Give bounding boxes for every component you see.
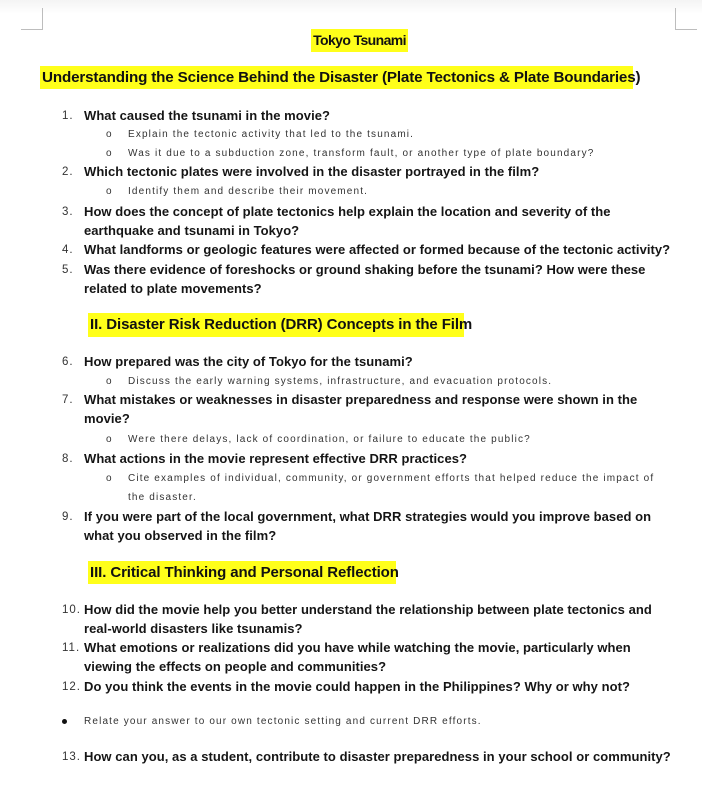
circle-bullet-icon: o (106, 376, 113, 387)
page-top-shadow (0, 0, 702, 14)
sub-point: o Explain the tectonic activity that led to the tsunami. (106, 125, 668, 144)
circle-bullet-icon: o (106, 129, 113, 140)
question-6: 6. How prepared was the city of Tokyo for the tsunami? (62, 354, 413, 369)
question-4: 4. What landforms or geologic features were affected or formed because of the tectonic activity? (62, 242, 671, 257)
sub-point: o Cite examples of individual, community, or government efforts that helped reduce the impact of the disaster. (106, 469, 658, 507)
bullet-dot-icon (62, 719, 67, 724)
question-7: 7. What mistakes or weaknesses in disaster preparedness and response were shown in the movie? (62, 392, 638, 426)
sub-point: o Identify them and describe their movement. (106, 182, 668, 201)
sub-point: o Discuss the early warning systems, infrastructure, and evacuation protocols. (106, 372, 668, 391)
question-10: 10. How did the movie help you better understand the relationship between plate tectonics and real-world disasters like tsunamis? (62, 602, 652, 636)
section-3-heading: III. Critical Thinking and Personal Reflection (88, 561, 396, 584)
question-1 (62, 107, 684, 126)
margin-corner-mark-left (21, 8, 43, 30)
circle-bullet-icon: o (106, 434, 113, 445)
question-3: 3. How does the concept of plate tectonics help explain the location and severity of the earthquake and tsunami in Tokyo? (62, 204, 611, 238)
section-2-heading: II. Disaster Risk Reduction (DRR) Concepts in the Film (88, 313, 464, 337)
question-13: 13. How can you, as a student, contribute to disaster preparedness in your school or community? (62, 749, 671, 764)
bullet-note: Relate your answer to our own tectonic setting and current DRR efforts. (62, 712, 482, 731)
margin-corner-mark-right (675, 8, 697, 30)
question-5: 5. Was there evidence of foreshocks or ground shaking before the tsunami? How were these related to plate movements? (62, 262, 646, 296)
sub-point: o Were there delays, lack of coordination, or failure to educate the public? (106, 430, 668, 449)
question-12: 12. Do you think the events in the movie could happen in the Philippines? Why or why not? (62, 679, 630, 694)
circle-bullet-icon: o (106, 473, 113, 484)
circle-bullet-icon: o (106, 186, 113, 197)
question-text: What caused the tsunami in the movie? (84, 108, 330, 123)
circle-bullet-icon: o (106, 148, 113, 159)
question-9: 9. If you were part of the local government, what DRR strategies would you improve based on what you observed in the film? (62, 509, 652, 543)
question-number: 1. (62, 110, 74, 122)
document-title: Tokyo Tsunami (311, 29, 408, 52)
sub-point: o Was it due to a subduction zone, transform fault, or another type of plate boundary? (106, 144, 668, 163)
question-8: 8. What actions in the movie represent effective DRR practices? (62, 451, 467, 466)
question-11: 11. What emotions or realizations did you have while watching the movie, particularly when viewing the effects on people and communities? (62, 640, 631, 674)
question-2: 2. Which tectonic plates were involved in the disaster portrayed in the film? (62, 164, 540, 179)
section-1-heading: Understanding the Science Behind the Disaster (Plate Tectonics & Plate Boundaries) (40, 66, 633, 89)
